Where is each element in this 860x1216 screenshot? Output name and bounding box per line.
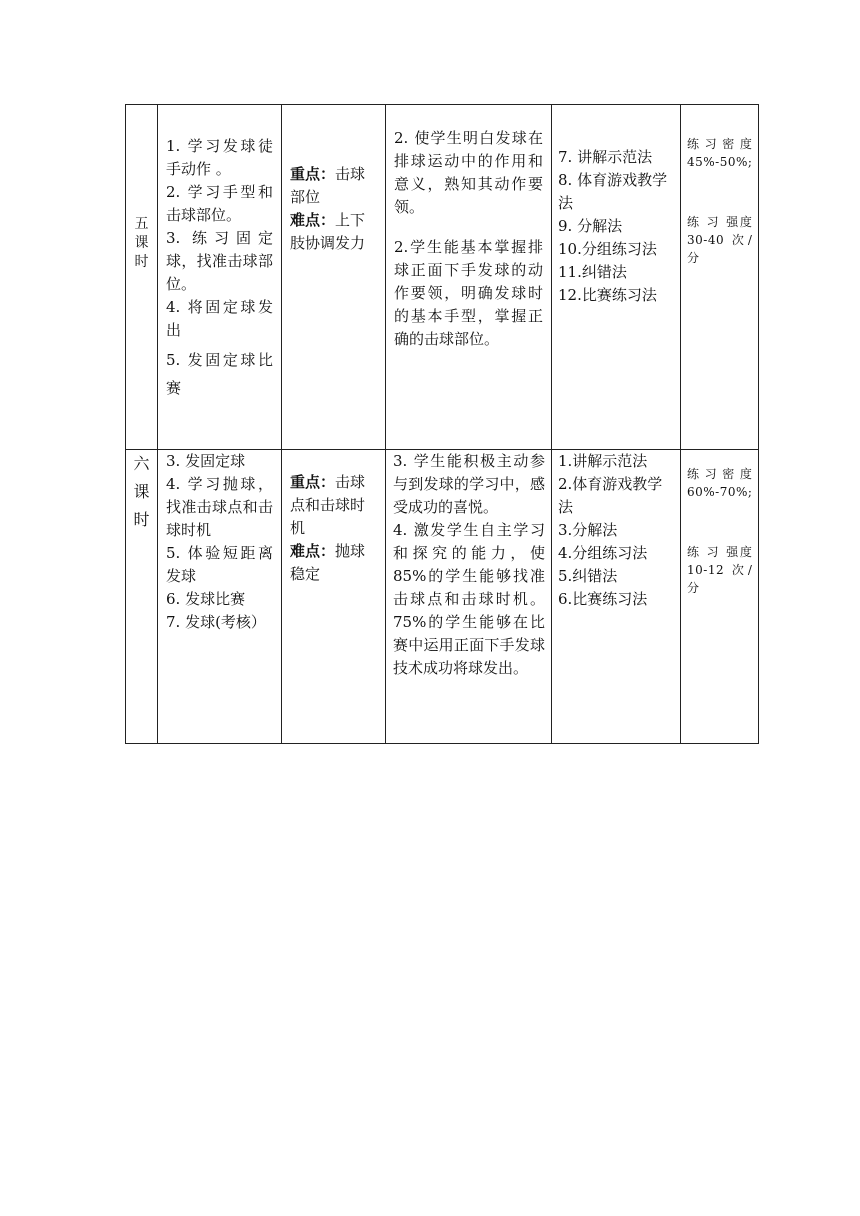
practice-intensity: 练 习 强度 30-40 次/分 xyxy=(687,215,753,265)
key-label: 重点： xyxy=(290,473,336,491)
method-item: 6.比赛练习法 xyxy=(558,590,648,608)
practice-intensity: 练 习 强度 10-12 次/分 xyxy=(687,545,753,595)
objective-item: 1. 学习发球徒手动作 。 xyxy=(166,137,273,178)
key-label: 重点： xyxy=(290,165,336,183)
table-row xyxy=(126,450,759,744)
goal-item: 2.学生能基本掌握排球正面下手发球的动作要领，明确发球时的基本手型，掌握正确的击球部位。 xyxy=(394,238,543,348)
objective-item: 3. 发固定球 xyxy=(166,452,246,470)
objective-item: 4. 学习抛球，找准击球点和击球时机 xyxy=(166,475,273,539)
key-points-cell xyxy=(282,105,386,450)
period-cell xyxy=(126,450,158,744)
method-item: 12.比赛练习法 xyxy=(558,286,657,304)
period-char: 课 xyxy=(134,235,149,251)
objective-item: 7. 发球(考核） xyxy=(166,613,266,631)
method-item: 4.分组练习法 xyxy=(558,544,648,562)
practice-density: 练 习 密 度 45%-50%; xyxy=(687,137,753,169)
method-item: 11.纠错法 xyxy=(558,263,627,281)
objective-item: 5. 发固定球比赛 xyxy=(166,351,273,397)
goals-cell xyxy=(386,105,552,450)
difficulty-text: 上下肢协调发力 xyxy=(290,211,366,252)
difficulty-label: 难点： xyxy=(290,211,336,229)
methods-cell xyxy=(552,450,681,744)
objective-item: 4. 将固定球发出 xyxy=(166,298,273,339)
lesson-plan-table xyxy=(125,104,759,744)
period-char: 五 xyxy=(134,216,149,232)
load-cell xyxy=(681,450,759,744)
difficulty-text: 抛球稳定 xyxy=(290,542,366,583)
period-char: 时 xyxy=(134,254,149,270)
period-char: 六 xyxy=(133,454,150,473)
difficulty-label: 难点： xyxy=(290,542,336,560)
method-item: 2.体育游戏教学法 xyxy=(558,475,663,516)
method-item: 5.纠错法 xyxy=(558,567,618,585)
method-item: 10.分组练习法 xyxy=(558,240,657,258)
period-cell xyxy=(126,105,158,450)
method-item: 7. 讲解示范法 xyxy=(558,148,653,166)
period-char: 时 xyxy=(133,510,150,529)
methods-cell xyxy=(552,105,681,450)
objective-item: 3. 练习固定球，找准击球部位。 xyxy=(166,229,273,293)
objective-item: 2. 学习手型和击球部位。 xyxy=(166,183,273,224)
objective-item: 5. 体验短距离发球 xyxy=(166,544,273,585)
objectives-cell xyxy=(158,450,282,744)
method-item: 9. 分解法 xyxy=(558,217,623,235)
goal-item: 3. 学生能积极主动参与到发球的学习中，感受成功的喜悦。 xyxy=(393,452,545,516)
method-item: 1.讲解示范法 xyxy=(558,452,648,470)
objective-item: 6. 发球比赛 xyxy=(166,590,246,608)
key-text: 击球点和击球时机 xyxy=(290,473,366,537)
method-item: 8. 体育游戏教学法 xyxy=(558,171,668,212)
objectives-cell xyxy=(158,105,282,450)
key-points-cell xyxy=(282,450,386,744)
goal-item: 4. 激发学生自主学习和探究的能力，使85%的学生能够找准击球点和击球时机。75%的学生能够在比赛中运用正面下手发球技术成功将球发出。 xyxy=(393,521,545,677)
key-text: 击球部位 xyxy=(290,165,366,206)
method-item: 3.分解法 xyxy=(558,521,618,539)
load-cell xyxy=(681,105,759,450)
practice-density: 练 习 密 度 60%-70%; xyxy=(687,467,753,499)
goal-item: 2. 使学生明白发球在排球运动中的作用和意义，熟知其动作要领。 xyxy=(394,129,543,216)
goals-cell xyxy=(386,450,552,744)
period-char: 课 xyxy=(133,482,150,501)
table-row xyxy=(126,105,759,450)
